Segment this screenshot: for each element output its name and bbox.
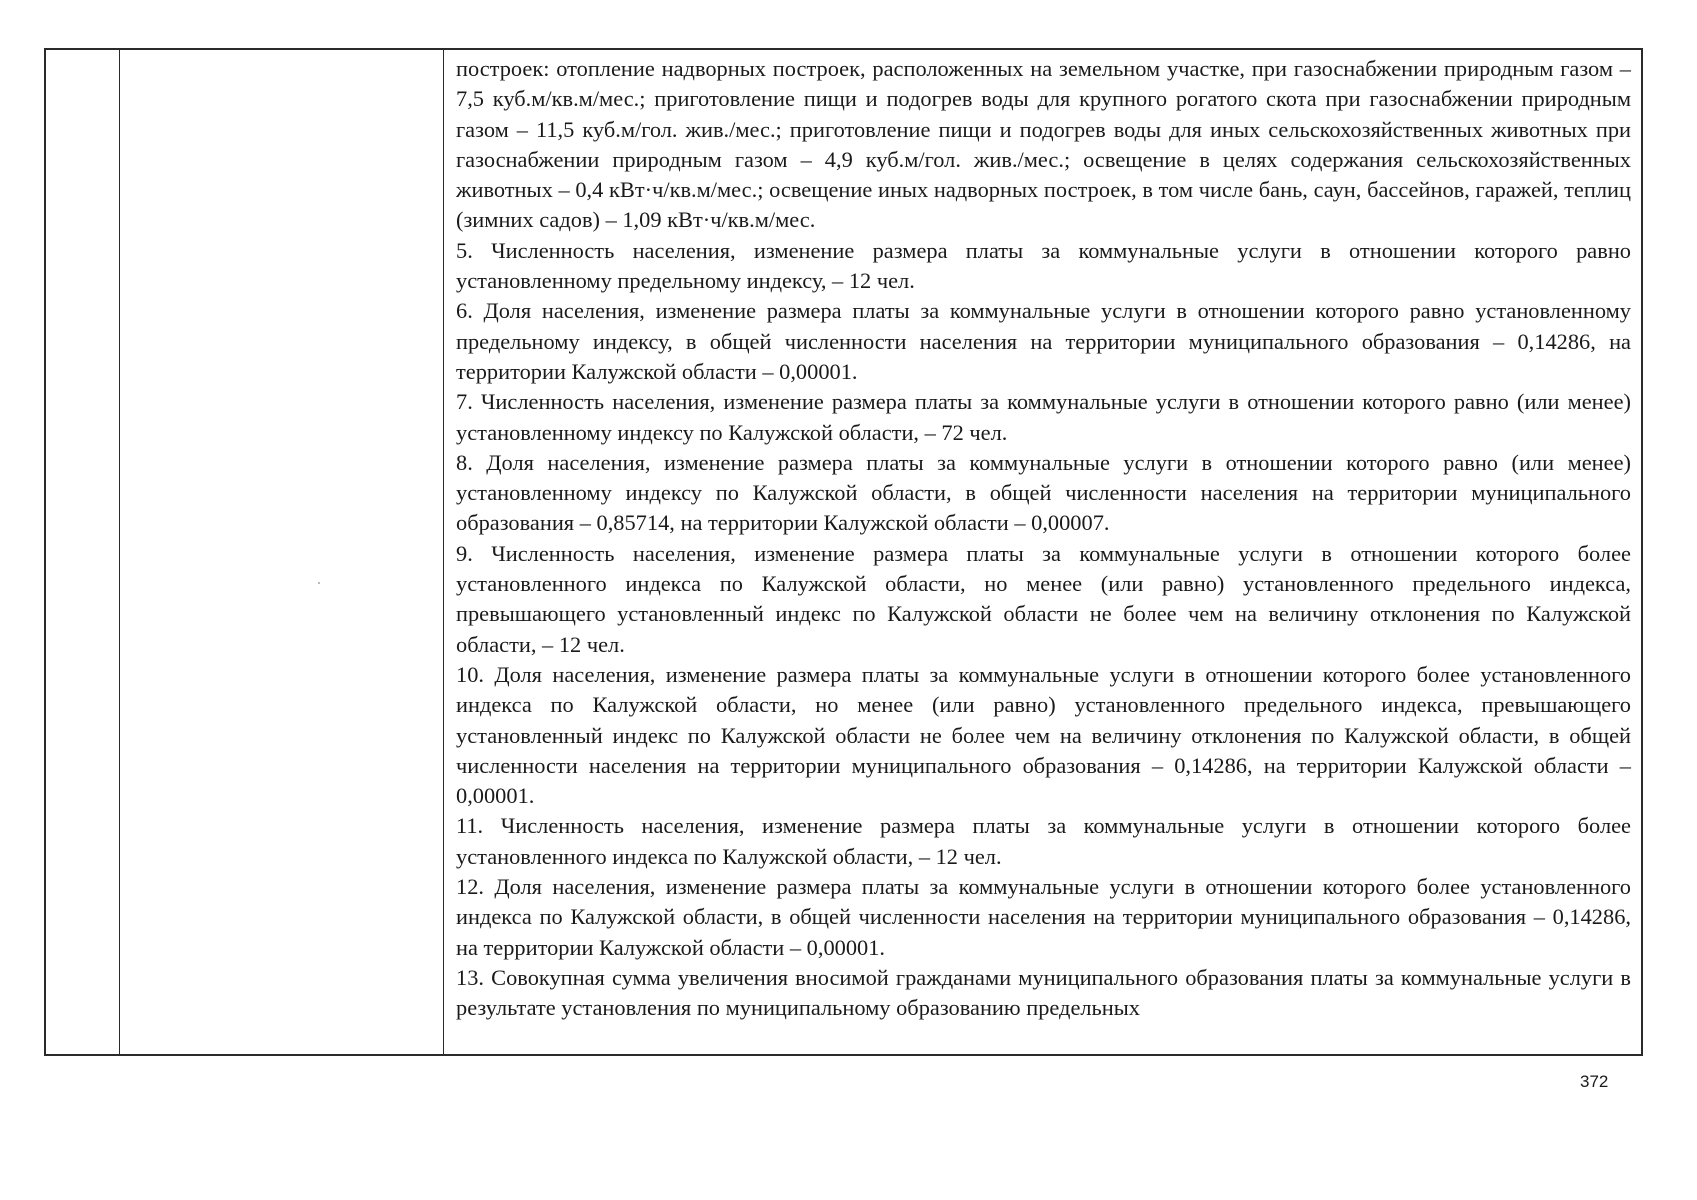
paragraph-item-11: 11. Численность населения, изменение размера платы за коммунальные услуги в отношении которого более установленного индекса по Калужской области, – 12 чел. xyxy=(456,813,1631,869)
page-number: 372 xyxy=(1580,1072,1609,1091)
paragraph-item-5: 5. Численность населения, изменение размера платы за коммунальные услуги в отношении которого равно установленному предельному индексу, – 12 чел. xyxy=(456,237,1631,294)
paragraph-item-10: 10. Доля населения, изменение размера платы за коммунальные услуги в отношении которого более установленного индекса по Калужской области, но менее (или равно) установленного предельного индекса, превышающего установленный индекс по Калужской области не более чем на величину отклонения по Калужской области, в общей численности населения на территории муниципального образования – 0,14286, на территории Калужской области – 0,00001. xyxy=(456,661,1631,809)
table-cell-number xyxy=(46,50,120,1054)
paragraph-item-9: 9. Численность населения, изменение размера платы за коммунальные услуги в отношении которого более установленного индекса по Калужской области, но менее (или равно) установленного предельного индекса, превышающего установленный индекс по Калужской области не более чем на величину отклонения по Калужской области, – 12 чел. xyxy=(456,540,1631,657)
paragraph-item-12: 12. Доля населения, изменение размера платы за коммунальные услуги в отношении которого более установленного индекса по Калужской области, в общей численности населения на территории муниципального образования – 0,14286, на территории Калужской области – 0,00001. xyxy=(456,874,1631,960)
paragraph-item-8: 8. Доля населения, изменение размера платы за коммунальные услуги в отношении которого равно (или менее) установленному индексу по Калужской области, в общей численности населения на территории муниципального образования – 0,85714, на территории Калужской области – 0,00007. xyxy=(456,449,1631,536)
paragraph-item-7: 7. Численность населения, изменение размера платы за коммунальные услуги в отношении которого равно (или менее) установленному индексу по Калужской области, – 72 чел. xyxy=(456,389,1631,445)
cell-content-text xyxy=(456,54,1631,1024)
document-table xyxy=(44,48,1643,1056)
table-cell-name xyxy=(120,50,444,1054)
paragraph-item-13: 13. Совокупная сумма увеличения вносимой гражданами муниципального образования платы за коммунальные услуги в результате установления по муниципальному образованию предельных xyxy=(456,964,1631,1021)
scan-speck xyxy=(318,582,320,584)
paragraph-item-6: 6. Доля населения, изменение размера платы за коммунальные услуги в отношении которого равно установленному предельному индексу, в общей численности населения на территории муниципального образования – 0,14286, на территории Калужской области – 0,00001. xyxy=(456,298,1631,384)
paragraph-continuation: построек: отопление надворных построек, расположенных на земельном участке, при газоснабжении природным газом – 7,5 куб.м/кв.м/мес.; приготовление пищи и подогрев воды для крупного рогатого скота при газоснабжении природным газом – 11,5 куб.м/гол. жив./мес.; приготовление пищи и подогрев воды для иных сельскохозяйственных животных при газоснабжении природным газом – 4,9 куб.м/гол. жив./мес.; освещение в целях содержания сельскохозяйственных животных – 0,4 кВт·ч/кв.м/мес.; освещение иных надворных построек, в том числе бань, саун, бассейнов, гаражей, теплиц (зимних садов) – 1,09 кВт·ч/кв.м/мес. xyxy=(456,56,1631,233)
table-cell-content xyxy=(444,50,1641,1054)
